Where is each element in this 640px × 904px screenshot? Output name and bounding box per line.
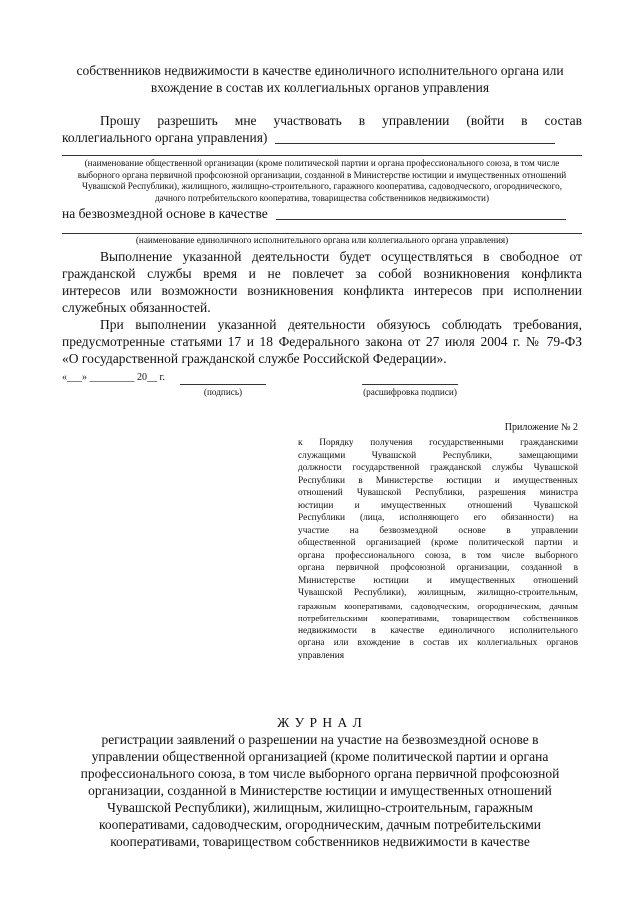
organization-caption (62, 158, 582, 204)
journal-description (40, 731, 600, 850)
annex-text (298, 437, 578, 662)
paragraph-activity (62, 248, 582, 316)
paragraph-activity-line-2: гражданской службы время и не повлечет за собой возникновения конфликта (62, 266, 582, 281)
header-line-1: собственников недвижимости в качестве единоличного исполнительного органа или (76, 63, 564, 78)
capacity-caption: (наименование единоличного исполнительного органа или коллегиального органа управления) (135, 235, 509, 245)
annex-line: Министерстве юстиции и имущественных отношений (298, 575, 578, 586)
capacity-second-blank-line (62, 233, 582, 234)
capacity-prefix: на безвозмездной основе в качестве (62, 206, 268, 221)
annex-line: Республики в Министерстве юстиции и имущественных (298, 475, 578, 486)
annex-line: должности государственной гражданской службы Чувашской (298, 463, 578, 473)
header-line-2: вхождение в состав их коллегиальных органов управления (150, 80, 490, 95)
annex-line: Республики (лица, исполняющего его обязанности) на (298, 513, 578, 523)
journal-line: кооперативами, товариществом собственников недвижимости в качестве (110, 834, 530, 849)
signature-caption: (подпись) (203, 387, 243, 397)
annex-line: потребительскими кооперативами, товариществом собственников (298, 613, 578, 623)
journal-line: кооперативами, садоводческим, огородническим, дачным потребительскими (99, 817, 541, 832)
annex-line: Чувашской Республики), жилищным, жилищно-строительным, (298, 588, 578, 598)
journal-line: организации, созданной в Министерстве юстиции и имущественных отношений (88, 783, 552, 798)
date-field: «___» _________ 20__ г. (62, 372, 165, 383)
organization-name-blank-line (62, 155, 582, 156)
governance-body-blank-line (275, 143, 555, 144)
annex-line: юстиции и имущественных отношений Чувашской (298, 500, 578, 511)
decryption-caption: (расшифровка подписи) (363, 387, 457, 397)
annex-line: управления (298, 650, 345, 661)
request-line-2-prefix: коллегиального органа управления) (62, 130, 268, 145)
paragraph-obligations (62, 316, 582, 367)
signature-blank-line (180, 384, 266, 385)
annex-line: служащими Чувашской Республики, замещающими (298, 450, 578, 461)
annex-title: Приложение № 2 (504, 422, 578, 433)
journal-line: управлении общественной организацией (кроме политической партии и органа (91, 749, 549, 764)
journal-line: регистрации заявлений о разрешении на участие на безвозмездной основе в (101, 732, 539, 747)
annex-line: отношений Чувашской Республики, разрешения министра (298, 488, 578, 498)
journal-line: профессионального союза, в том числе выборного органа первичной профсоюзной (80, 766, 560, 781)
annex-line: участие на безвозмездной основе в управлении (298, 525, 578, 536)
paragraph-obligations-line-2: предусмотренные статьями 17 и 18 Федерального закона от 27 июля 2004 г. № 79-ФЗ (62, 334, 582, 349)
annex-line: гаражным кооперативами, садоводческим, огородническим, дачным (298, 600, 578, 611)
journal-line: Чувашской Республики), жилищным, жилищно-строительным, гаражным (107, 800, 533, 815)
decryption-blank-line (362, 384, 458, 385)
organization-caption-line-4: дачного потребительского кооператива, товарищества собственников недвижимости) (154, 192, 490, 203)
annex-line: общественной организацией (кроме политической партии и (298, 538, 578, 548)
annex-line: органа первичной профсоюзной организации, созданной в (298, 563, 578, 573)
paragraph-obligations-line-1: При выполнении указанной деятельности обязуюсь соблюдать требования, (100, 317, 582, 332)
annex-line: органа или вхождение в состав их коллегиальных органов (298, 638, 578, 648)
paragraph-activity-line-1: Выполнение указанной деятельности будет осуществляться в свободное от (100, 249, 582, 264)
request-line-1: Прошу разрешить мне участвовать в управлении (войти в состав (100, 113, 582, 128)
annex-line: органа профессионального союза, в том числе выборного (298, 550, 578, 561)
paragraph-activity-line-3: интересов или возможности возникновения конфликта интересов при исполнении (62, 283, 582, 298)
header-block (40, 62, 600, 96)
organization-caption-line-3: Чувашской Республики), жилищного, жилищно-строительного, гаражного кооператива, садоводческого, огороднического, (81, 181, 563, 191)
organization-caption-line-2: выборного органа первичной профсоюзной организации, созданной в Министерстве юстиции и имущественных отношений (77, 169, 567, 180)
annex-line: к Порядку получения государственными гражданскими (298, 438, 578, 448)
capacity-blank-line (276, 219, 566, 220)
paragraph-obligations-line-3: «О государственной гражданской службе Российской Федерации». (62, 351, 447, 366)
annex-line: недвижимости в качестве единоличного исполнительного (298, 625, 578, 636)
paragraph-activity-line-4: служебных обязанностей. (62, 300, 211, 315)
journal-title: Ж У Р Н А Л (277, 715, 363, 730)
organization-caption-line-1: (наименование общественной организации (кроме политической партии и органа профессионального союза, в том числе (84, 158, 560, 168)
